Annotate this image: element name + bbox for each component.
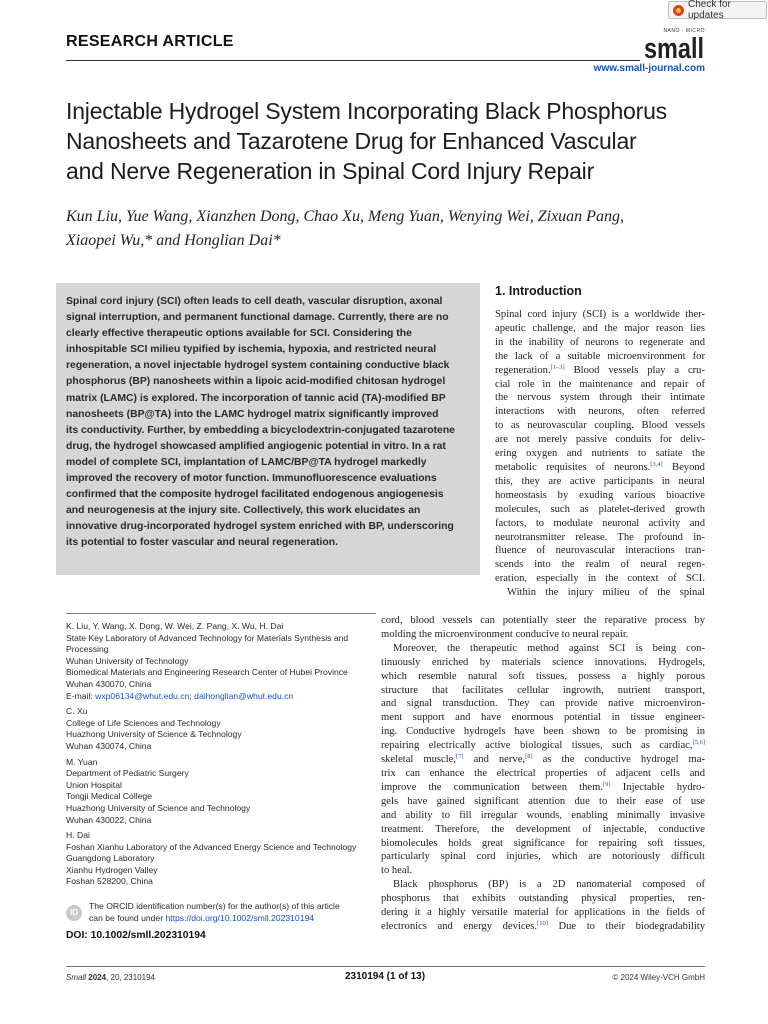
body-line: electronics and energy devices.[10] Due to their biodegradability xyxy=(381,919,706,932)
abstract-line: nanosheets (BP@TA) into the LAMC hydrogel matrix significantly improved xyxy=(66,408,439,420)
affiliation-line: Union Hospital xyxy=(66,779,122,790)
abstract-line: drug, the hydrogel showcased amplified angiogenic potential in vitro. In a rat xyxy=(66,440,446,452)
body-line: to heal. xyxy=(381,865,413,877)
body-line: factors, to modulate neuronal activity and xyxy=(495,517,705,529)
body-line: dering it a highly versatile material for applications in the fields of xyxy=(381,907,705,919)
body-line: which resemble natural soft tissues, possess a highly porous xyxy=(381,670,705,682)
title-line: and Nerve Regeneration in Spinal Cord Injury Repair xyxy=(66,158,595,184)
body-line: molecules, such as platelet-derived growth xyxy=(495,503,705,515)
body-line: in the inability of neurons to regenerate and xyxy=(495,336,705,348)
citation-link[interactable]: [5,6] xyxy=(692,739,705,747)
logo-small-text: small xyxy=(644,33,704,65)
section-label: RESEARCH ARTICLE xyxy=(66,33,234,50)
title-line: Injectable Hydrogel System Incorporating Black Phosphorus xyxy=(66,98,667,124)
affiliation-line: Xianhu Hydrogen Valley xyxy=(66,864,158,875)
section-heading-introduction: 1. Introduction xyxy=(495,284,582,298)
affiliation-line: Tongji Medical College xyxy=(66,791,152,802)
affiliation-line: Huazhong University of Science & Technology xyxy=(66,729,242,740)
affiliation-line: State Key Laboratory of Advanced Technology for Materials Synthesis and xyxy=(66,632,349,643)
body-line: trix can enhance the electrical properties of adjacent cells and xyxy=(381,767,705,779)
abstract-line: innovative drug-incorporated hydrogel system enriched with BP, underscoring xyxy=(66,521,454,533)
body-line: tinuously enriched by materials science innovations. Hydrogels, xyxy=(381,656,705,668)
citation-link[interactable]: [9] xyxy=(603,780,611,788)
affiliation-line: Wuhan University of Technology xyxy=(66,655,189,666)
affiliation-line: Biomedical Materials and Engineering Research Center of Hubei Province xyxy=(66,667,348,678)
footer-citation: Small 2024, 20, 2310194 xyxy=(66,973,155,982)
body-line: regeneration.[1–3] Blood vessels play a cru- xyxy=(495,363,705,376)
affiliation-rule xyxy=(66,613,376,614)
abstract-line: model of complete SCI, implantation of LAMC/BP@TA hydrogel markedly xyxy=(66,456,427,468)
logo-nano-micro: NANO · MICRO xyxy=(663,28,705,34)
body-line: molding the microenvironment conducive to neural repair. xyxy=(381,628,629,640)
abstract-line: its potential to foster vascular and neural regeneration. xyxy=(66,537,338,549)
affiliation-line: Foshan Xianhu Laboratory of the Advanced Energy Science and Technology xyxy=(66,841,357,852)
journal-url-link[interactable]: www.small-journal.com xyxy=(593,63,705,74)
affiliation-line: Wuhan 430022, China xyxy=(66,814,152,825)
affiliations xyxy=(66,621,381,888)
introduction-column-continued xyxy=(381,614,705,934)
body-line: biomolecules holds great significance for repairing soft tissues, xyxy=(381,837,705,849)
body-line: eration, especially in the context of SCI. xyxy=(495,573,705,585)
body-line: scends into the realm of neural regen- xyxy=(495,559,705,571)
affiliation-line: Foshan 528200, China xyxy=(66,876,153,887)
footer-rule xyxy=(66,966,705,967)
body-line: neurotransmitter release. The profound in- xyxy=(495,531,705,543)
affiliation-line: Guangdong Laboratory xyxy=(66,853,155,864)
abstract-line: Spinal cord injury (SCI) often leads to cell death, vascular disruption, axonal xyxy=(66,296,443,307)
body-line: phosphorus that exhibits outstanding physical properties, ren- xyxy=(381,893,705,905)
crossmark-icon xyxy=(673,5,684,16)
check-for-updates-label: Check for updates xyxy=(688,0,731,21)
email-line: E-mail: wxp06134@whut.edu.cn; daihonglian@whut.edu.cn xyxy=(66,690,294,701)
affiliation-line: C. Xu xyxy=(66,706,88,717)
body-line: cial role in the maintenance and repair of xyxy=(495,378,705,390)
citation-link[interactable]: [8] xyxy=(525,753,533,761)
orcid-doi-link[interactable]: https://doi.org/10.1002/smll.202310194 xyxy=(165,912,315,923)
body-line: improve the communication between them.[9] Injectable hydro- xyxy=(381,780,705,793)
check-for-updates-badge[interactable] xyxy=(668,1,767,19)
small-journal-logo xyxy=(643,33,705,65)
abstract-line: phosphorus (BP) nanosheets within a lipoic acid-modified chitosan hydrogel xyxy=(66,376,446,388)
body-line: ing. Conductive hydrogels have been shown to be promising in xyxy=(381,726,705,738)
affiliation-line: College of Life Sciences and Technology xyxy=(66,717,221,728)
body-line: to as neurovascular coupling. Blood vessels xyxy=(495,420,705,432)
footer-page-number: 2310194 (1 of 13) xyxy=(344,971,426,982)
body-line: homeostasis by exuding various bioactive xyxy=(495,489,705,501)
introduction-column xyxy=(495,308,705,600)
affiliation-line: Wuhan 430074, China xyxy=(66,740,152,751)
email-link[interactable]: wxp06134@whut.edu.cn; daihonglian@whut.edu.cn xyxy=(95,690,294,701)
abstract-line: inhospitable SCI milieu typified by ischemia, hypoxia, and restricted neural xyxy=(66,344,437,356)
body-line: interactions with neurons, often referred xyxy=(495,406,705,418)
affiliation-line: Wuhan 430070, China xyxy=(66,678,152,689)
affiliation-line: H. Dai xyxy=(66,830,90,841)
body-line: Moreover, the therapeutic method against SCI is being con- xyxy=(393,642,705,654)
orcid-note: The ORCID identification number(s) for the author(s) of this article can be found under https://doi.org/10.1002/smll.202310194 xyxy=(89,901,340,923)
title-line: Nanosheets and Tazarotene Drug for Enhanced Vascular xyxy=(66,128,637,154)
abstract-line: and neurogenesis at the injury site. Collectively, this work elucidates an xyxy=(66,505,421,517)
body-line: apeutic challenge, and the major reason lies xyxy=(495,322,705,334)
body-line: and signal transduction. They can provide native microenviron- xyxy=(381,698,705,710)
body-line: are not merely passive conduits for deliv- xyxy=(495,434,705,446)
body-line: gels have gained significant attention due to their ease of use xyxy=(381,795,705,807)
citation-link[interactable]: [7] xyxy=(456,753,464,761)
article-title xyxy=(66,96,716,186)
affiliation-line: K. Liu, Y. Wang, X. Dong, W. Wei, Z. Pang, X. Wu, H. Dai xyxy=(66,621,284,631)
body-line: metabolic requisites of neurons.[3,4] Beyond xyxy=(495,460,705,473)
abstract-line: confirmed that the composite hydrogel facilitated endogenous angiogenesis xyxy=(66,489,444,501)
article-doi: DOI: 10.1002/smll.202310194 xyxy=(66,930,206,941)
abstract-line: improved the recovery of motor function. Immunofluorescence evaluations xyxy=(66,473,437,485)
citation-link[interactable]: [3,4] xyxy=(650,460,663,468)
orcid-icon: ID xyxy=(66,905,82,921)
abstract-line: its conductivity. Further, by embedding a bicyclodextrin-conjugated tazarotene xyxy=(66,424,455,436)
footer-copyright: © 2024 Wiley-VCH GmbH xyxy=(612,973,705,982)
body-line: the nervous system through their intimate xyxy=(495,392,705,404)
abstract-line: signal interruption, and permanent functional damage. Currently, there are no xyxy=(66,312,449,324)
body-line: structure that facilitates cellular ingrowth, nutrient transport, xyxy=(381,684,705,696)
body-line: particularly spinal cord injuries, which are notoriously difficult xyxy=(381,851,705,863)
body-line: the lack of a suitable microenvironment for xyxy=(495,350,705,362)
affiliation-line: Processing xyxy=(66,644,109,655)
author-line: Xiaopei Wu,* and Honglian Dai* xyxy=(66,232,281,249)
body-line: this, they are active participants in neural xyxy=(495,475,705,487)
affiliation-line: Department of Pediatric Surgery xyxy=(66,768,189,779)
body-line: ering oxygen and nutrients to satiate the xyxy=(495,448,705,460)
body-line: treatment. Therefore, the development of injectable, conductive xyxy=(381,823,705,835)
body-line: fluence of neurovascular interactions tran- xyxy=(495,545,705,557)
body-line: Spinal cord injury (SCI) is a worldwide ther- xyxy=(495,309,705,320)
author-list xyxy=(66,205,716,253)
citation-link[interactable]: [1–3] xyxy=(550,363,565,371)
body-line: Black phosphorus (BP) is a 2D nanomaterial composed of xyxy=(393,879,705,891)
body-line: repairing electrically active biological tissues, such as cardiac,[5,6] xyxy=(381,739,705,752)
author-line: Kun Liu, Yue Wang, Xianzhen Dong, Chao Xu, Meng Yuan, Wenying Wei, Zixuan Pang, xyxy=(66,208,624,225)
body-line: skeletal muscle,[7] and nerve,[8] as the conductive hydrogel ma- xyxy=(381,753,705,766)
abstract-line: clearly effective therapeutic options available for SCI. Considering the xyxy=(66,328,412,340)
body-line: cord, blood vessels can potentially steer the reparative process by xyxy=(381,615,705,626)
citation-link[interactable]: [10] xyxy=(537,919,548,927)
abstract-line: regeneration, a novel injectable hydrogel system containing conductive black xyxy=(66,360,450,372)
abstract-text xyxy=(66,294,474,552)
affiliation-line: Huazhong University of Science and Technology xyxy=(66,802,251,813)
abstract-line: matrix (LAMC) is explored. The incorporation of tannic acid (TA)-modified BP xyxy=(66,392,446,404)
body-line: Within the injury milieu of the spinal xyxy=(507,587,705,599)
header-rule xyxy=(66,60,640,61)
body-line: and ability to fill irregular wounds, enabling minimally invasive xyxy=(381,809,705,821)
body-line: ment support and have enormous potential in tissue engineer- xyxy=(381,712,705,724)
affiliation-line: M. Yuan xyxy=(66,756,98,767)
